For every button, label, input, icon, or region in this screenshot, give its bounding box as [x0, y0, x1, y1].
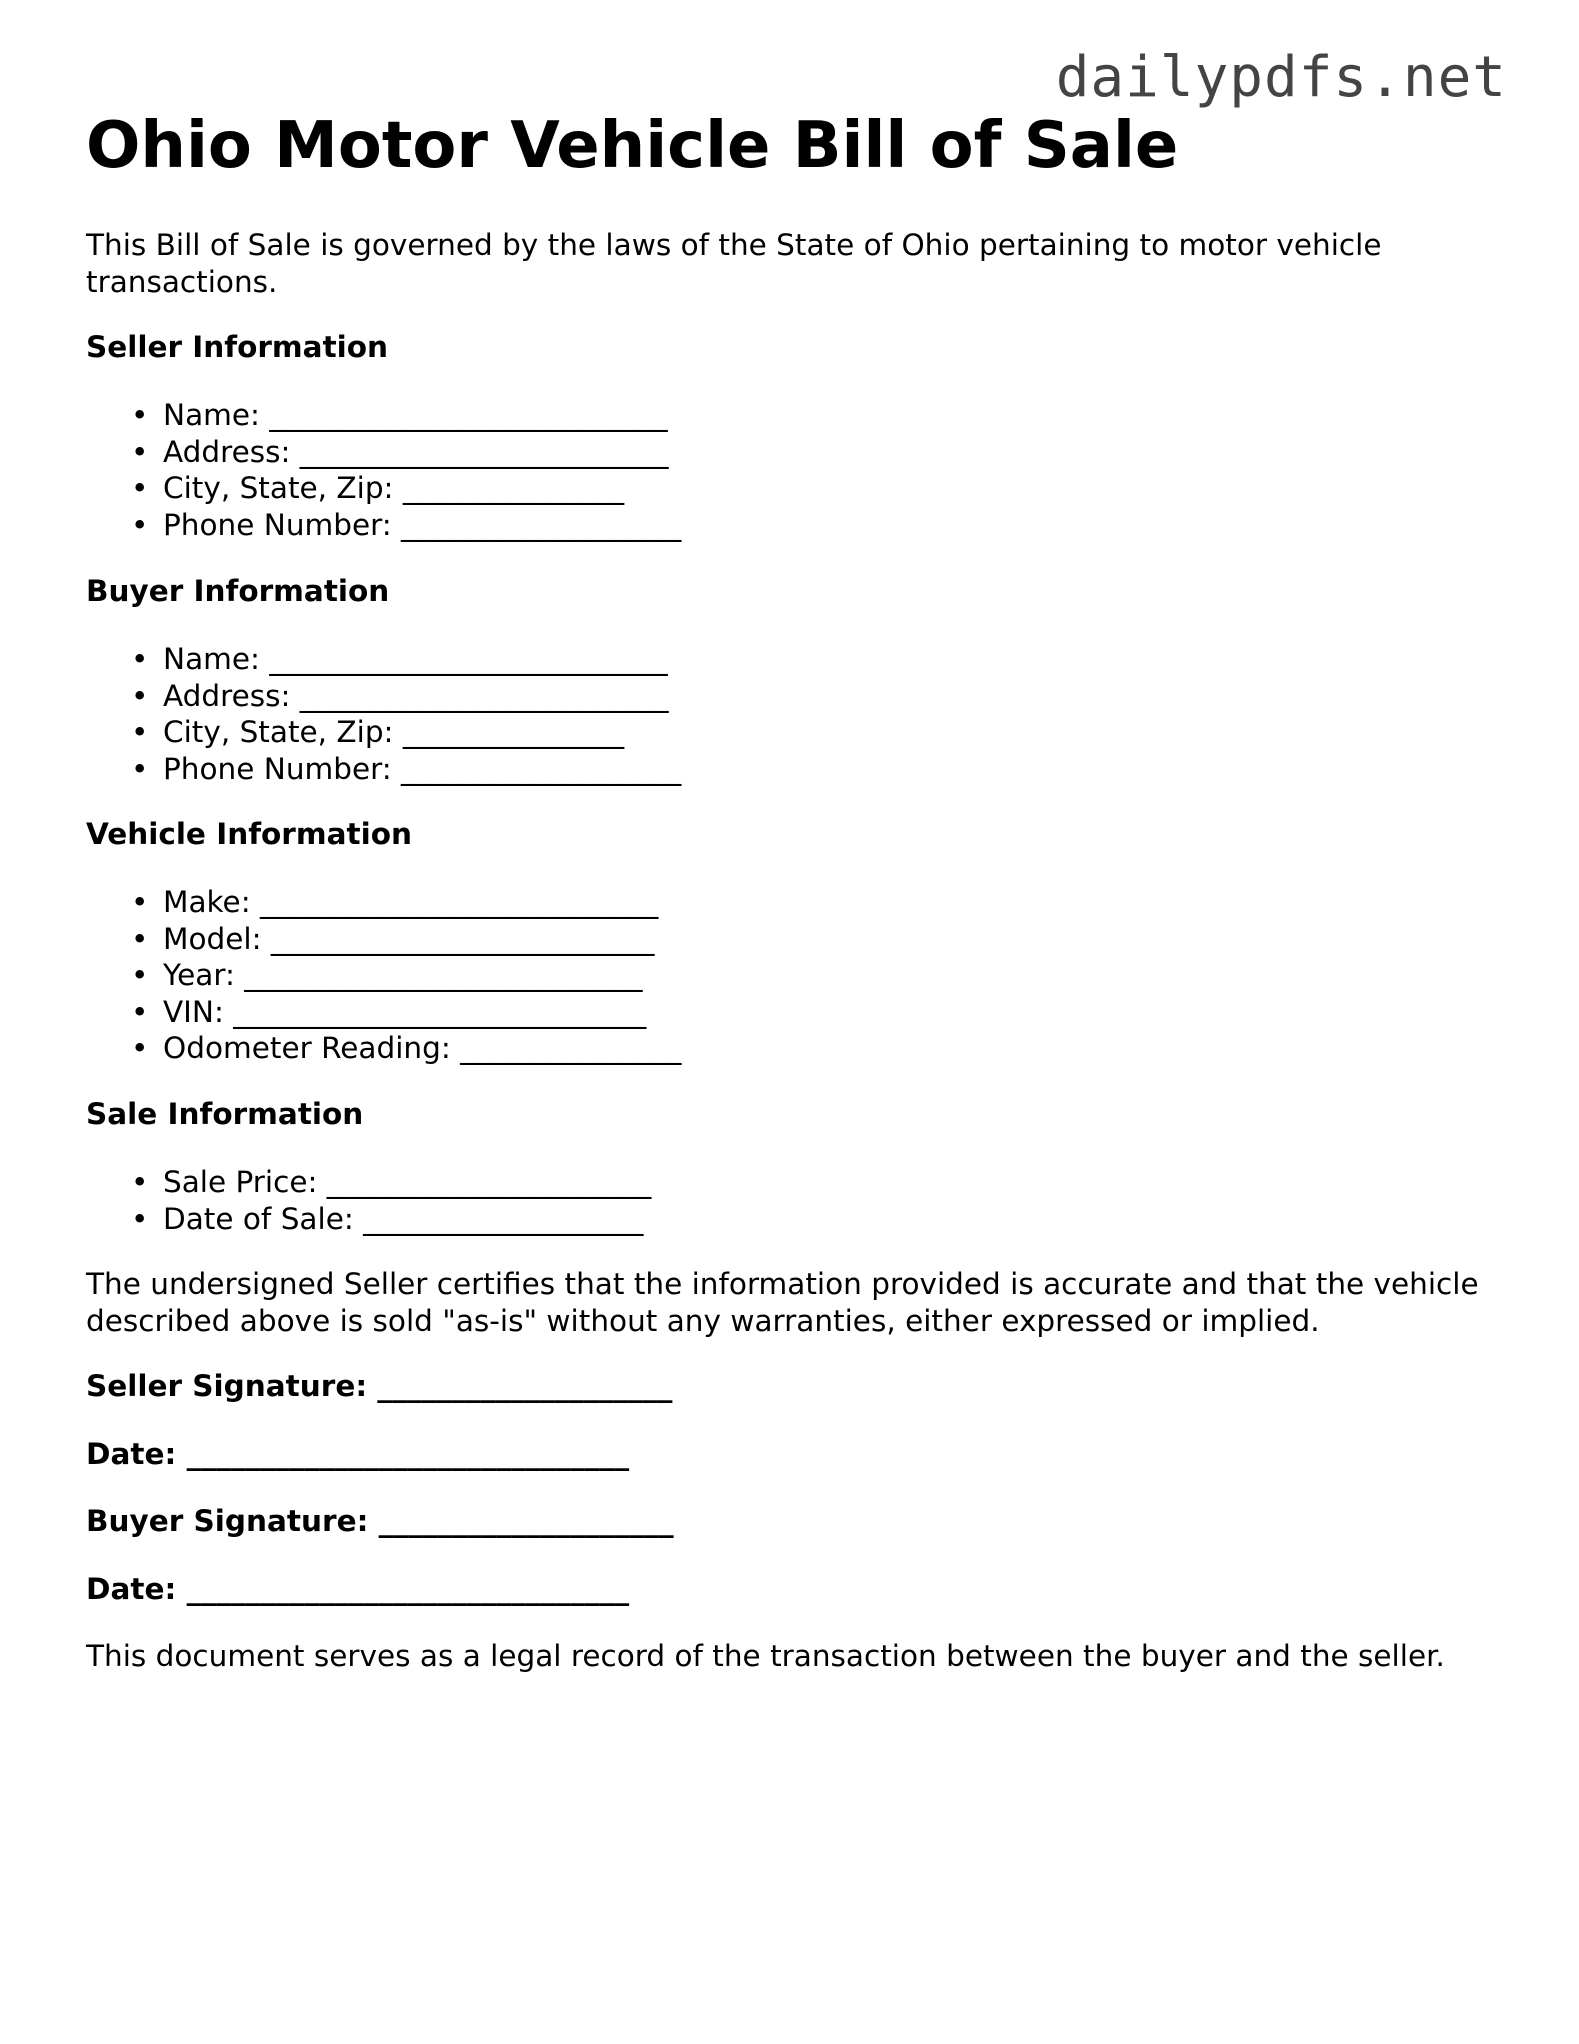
bullet-icon: • — [131, 885, 149, 919]
field-label: Phone Number: ___________________ — [163, 507, 682, 542]
buyer-city-state-zip-field[interactable] — [131, 714, 681, 751]
buyer-signature-line[interactable]: Buyer Signature: ____________________ — [86, 1504, 674, 1538]
seller-name-field[interactable] — [131, 397, 681, 434]
sale-info-list — [86, 1164, 651, 1237]
bullet-icon: • — [131, 715, 149, 750]
field-label: Model: __________________________ — [163, 921, 655, 956]
bullet-icon: • — [131, 471, 149, 506]
bullet-icon: • — [131, 434, 149, 469]
vehicle-vin-field[interactable] — [131, 994, 681, 1031]
bullet-icon: • — [131, 994, 149, 1029]
field-label: Phone Number: ___________________ — [163, 751, 682, 786]
closing-paragraph: This document serves as a legal record of the transaction between the buyer and the seller. — [86, 1639, 1445, 1673]
seller-info-list — [86, 397, 681, 543]
sale-date-field[interactable] — [131, 1201, 651, 1238]
bullet-icon: • — [131, 1165, 149, 1199]
field-label: Name: ___________________________ — [163, 642, 668, 676]
vehicle-info-heading: Vehicle Information — [86, 817, 412, 851]
vehicle-odometer-field[interactable] — [131, 1030, 682, 1067]
seller-city-state-zip-field[interactable] — [131, 470, 681, 507]
bullet-icon: • — [131, 507, 149, 542]
field-label: Sale Price: ______________________ — [163, 1165, 652, 1199]
bullet-icon: • — [131, 398, 149, 432]
bullet-icon: • — [131, 642, 149, 676]
watermark-logo: dailypdfs.net — [1055, 45, 1507, 110]
bullet-icon: • — [131, 1201, 149, 1236]
field-label: Address: _________________________ — [163, 678, 669, 713]
field-label: VIN: ____________________________ — [163, 994, 647, 1029]
bullet-icon: • — [131, 921, 149, 956]
seller-info-heading: Seller Information — [86, 330, 389, 364]
field-label: Year: ___________________________ — [163, 958, 643, 993]
vehicle-year-field[interactable] — [131, 957, 681, 994]
buyer-phone-field[interactable] — [131, 751, 682, 788]
field-label: Name: ___________________________ — [163, 398, 668, 432]
field-label: Address: _________________________ — [163, 434, 669, 469]
bullet-icon: • — [131, 751, 149, 786]
bullet-icon: • — [131, 678, 149, 713]
bullet-icon: • — [131, 958, 149, 993]
seller-signature-line[interactable]: Seller Signature: ____________________ — [86, 1369, 673, 1403]
field-label: Make: ___________________________ — [163, 885, 659, 919]
buyer-address-field[interactable] — [131, 678, 681, 715]
vehicle-model-field[interactable] — [131, 921, 681, 958]
bullet-icon: • — [131, 1031, 149, 1066]
buyer-info-heading: Buyer Information — [86, 574, 390, 608]
buyer-date-line[interactable]: Date: ______________________________ — [86, 1572, 630, 1606]
vehicle-info-list — [86, 884, 681, 1067]
sale-info-heading: Sale Information — [86, 1097, 364, 1131]
field-label: City, State, Zip: _______________ — [163, 715, 625, 750]
sale-price-field[interactable] — [131, 1164, 652, 1201]
certification-paragraph: The undersigned Seller certifies that the information provided is accurate and that the vehicle described above is sold "as-is" without any warranties, either expressed or implied. — [86, 1267, 1479, 1338]
seller-phone-field[interactable] — [131, 507, 682, 544]
field-label: Date of Sale: ___________________ — [163, 1201, 644, 1236]
intro-paragraph: This Bill of Sale is governed by the laws of the State of Ohio pertaining to motor vehicle transactions. — [86, 228, 1382, 299]
seller-address-field[interactable] — [131, 434, 681, 471]
seller-date-line[interactable]: Date: ______________________________ — [86, 1437, 630, 1471]
buyer-info-list — [86, 641, 681, 787]
field-label: City, State, Zip: _______________ — [163, 471, 625, 506]
document-title: Ohio Motor Vehicle Bill of Sale — [86, 109, 1179, 183]
buyer-name-field[interactable] — [131, 641, 681, 678]
field-label: Odometer Reading: _______________ — [163, 1031, 682, 1066]
vehicle-make-field[interactable] — [131, 884, 681, 921]
